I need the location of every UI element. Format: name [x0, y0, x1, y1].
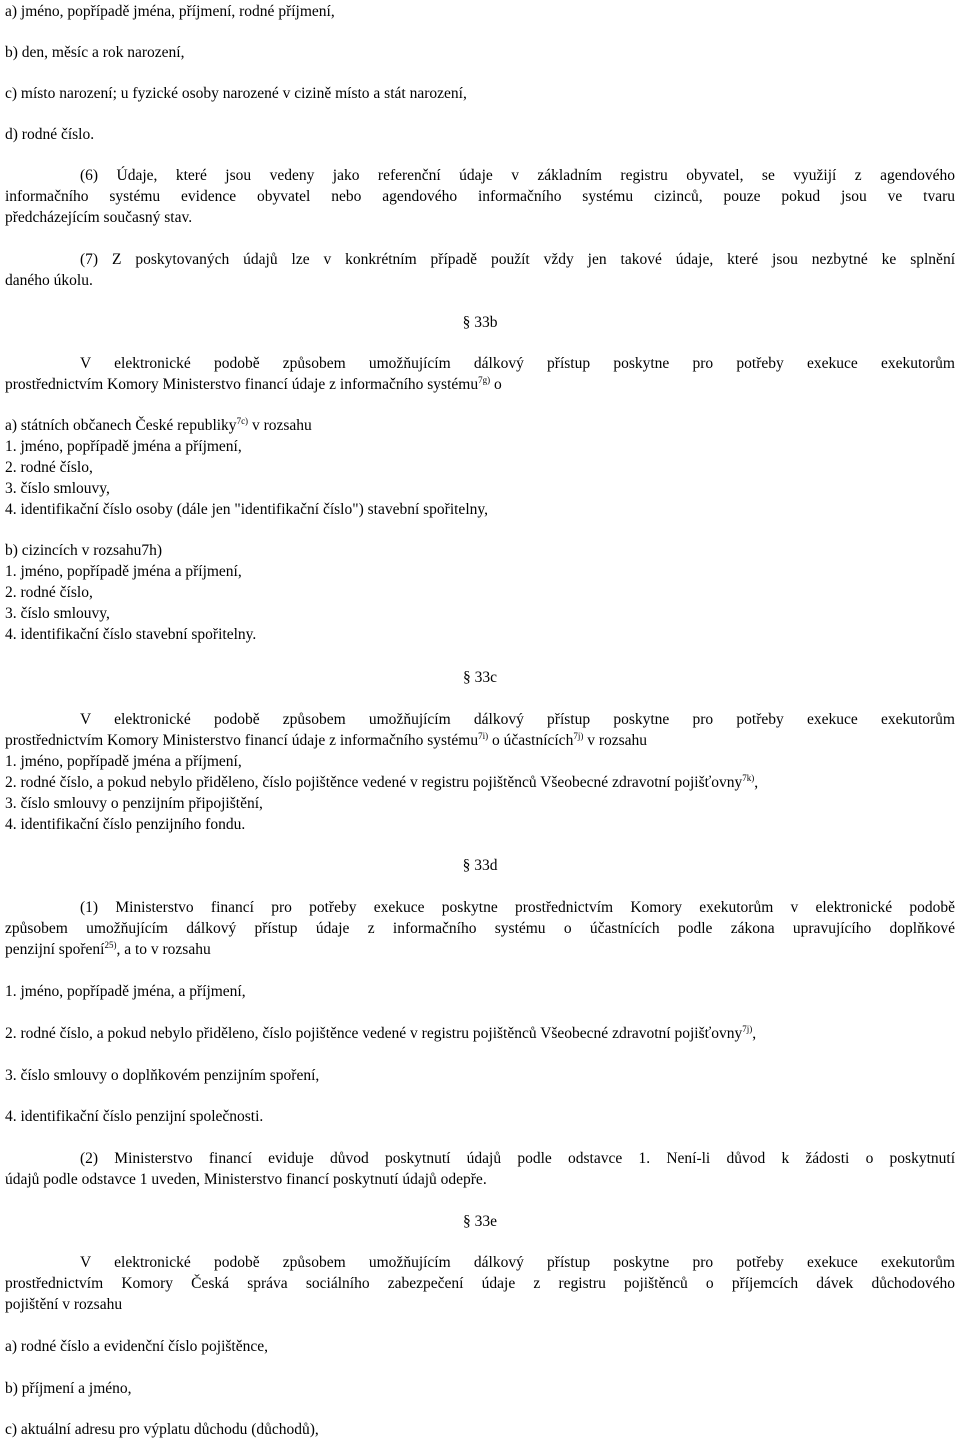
list-item-c: c) místo narození; u fyzické osoby narozené v cizině místo a stát narození,: [5, 85, 467, 102]
section-33b-intro-line-2: prostřednictvím Komory Ministerstvo financí údaje z informačního systému$^{7g)}$ o: [5, 375, 502, 393]
paragraph-6-line-1: (6) Údaje, které jsou vedeny jako referenční údaje v základním registru obyvatel, se využijí z agendového: [80, 167, 955, 184]
section-33d-p2-line-1: (2) Ministerstvo financí eviduje důvod poskytnutí údajů podle odstavce 1. Není-li důvod k žádosti o poskytnutí: [80, 1150, 955, 1167]
section-33c-intro-line-1: V elektronické podobě způsobem umožňujícím dálkový přístup poskytne pro potřeby exekuce exekutorům: [80, 711, 955, 728]
section-33e-item-c: c) aktuální adresu pro výplatu důchodu (důchodů),: [5, 1421, 319, 1438]
section-33b-a-item-4: 4. identifikační číslo osoby (dále jen "identifikační číslo") stavební spořitelny,: [5, 501, 488, 518]
section-33d-p1-line-2: způsobem umožňujícím dálkový přístup údaje z informačního systému o účastnících podle zákona upravujícího doplňkové: [5, 920, 955, 937]
list-item-d: d) rodné číslo.: [5, 126, 95, 143]
section-heading-33e: § 33e: [462, 1213, 497, 1230]
section-heading-33c: § 33c: [462, 669, 497, 686]
section-33b-b-item-2: 2. rodné číslo,: [5, 584, 93, 601]
section-heading-33d: § 33d: [462, 857, 498, 874]
section-33e-item-a: a) rodné číslo a evidenční číslo pojištěnce,: [5, 1338, 268, 1355]
section-33b-a-item-3: 3. číslo smlouvy,: [5, 480, 110, 497]
list-item-a: a) jméno, popřípadě jména, příjmení, rodné příjmení,: [5, 3, 335, 20]
section-33c-item-4: 4. identifikační číslo penzijního fondu.: [5, 816, 246, 833]
section-33e-intro-line-1: V elektronické podobě způsobem umožňujícím dálkový přístup poskytne pro potřeby exekuce exekutorům: [80, 1254, 955, 1271]
section-33c-item-1: 1. jméno, popřípadě jména a příjmení,: [5, 753, 242, 770]
section-33b-b-item-1: 1. jméno, popřípadě jména a příjmení,: [5, 563, 242, 580]
section-33d-p1-line-3: penzijní spoření$^{25)}$, a to v rozsahu: [5, 940, 211, 958]
section-33d-item-3: 3. číslo smlouvy o doplňkovém penzijním spoření,: [5, 1067, 320, 1084]
paragraph-7-line-2: daného úkolu.: [5, 272, 93, 289]
section-33d-p1-line-1: (1) Ministerstvo financí pro potřeby exekuce poskytne prostřednictvím Komory exekutorům v elektronické podobě: [80, 899, 955, 916]
section-33d-item-4: 4. identifikační číslo penzijní společnosti.: [5, 1108, 264, 1125]
section-33b-b-item-4: 4. identifikační číslo stavební spořitelny.: [5, 626, 257, 643]
section-33d-p2-line-2: údajů podle odstavce 1 uveden, Ministerstvo financí poskytnutí údajů odepře.: [5, 1171, 487, 1188]
paragraph-6-line-2: informačního systému evidence obyvatel nebo agendového informačního systému cizinců, pouze pokud jsou ve tvaru: [5, 188, 955, 205]
section-33c-item-3: 3. číslo smlouvy o penzijním připojištění,: [5, 795, 263, 812]
section-33b-a-item-1: 1. jméno, popřípadě jména a příjmení,: [5, 438, 242, 455]
section-33d-item-2: 2. rodné číslo, a pokud nebylo přiděleno, číslo pojištěnce vedené v registru pojištěnců Všeobecné zdravotní pojišťovny$^{7j)}$,: [5, 1024, 757, 1042]
paragraph-6-line-3: předcházejícím současný stav.: [5, 209, 193, 226]
paragraph-7-line-1: (7) Z poskytovaných údajů lze v konkrétním případě použít vždy jen takové údaje, které jsou nezbytné ke splnění: [80, 251, 955, 268]
section-33c-intro-line-2: prostřednictvím Komory Ministerstvo financí údaje z informačního systému$^{7i)}$ o účastnících$^{7j)}$ v rozsahu: [5, 731, 648, 749]
section-33e-intro-line-3: pojištění v rozsahu: [5, 1296, 123, 1313]
section-33e-item-b: b) příjmení a jméno,: [5, 1380, 132, 1397]
list-item-b: b) den, měsíc a rok narození,: [5, 44, 185, 61]
section-33b-item-a: a) státních občanech České republiky$^{7c)}$ v rozsahu: [5, 416, 312, 434]
section-33b-b-item-3: 3. číslo smlouvy,: [5, 605, 110, 622]
section-33e-intro-line-2: prostřednictvím Komory Česká správa sociálního zabezpečení údaje z registru pojištěnců o příjemcích dávek důchodového: [5, 1275, 955, 1292]
section-33b-a-item-2: 2. rodné číslo,: [5, 459, 93, 476]
section-33d-item-1: 1. jméno, popřípadě jména, a příjmení,: [5, 983, 246, 1000]
section-33b-item-b: b) cizincích v rozsahu7h): [5, 542, 163, 559]
section-33b-intro-line-1: V elektronické podobě způsobem umožňujícím dálkový přístup poskytne pro potřeby exekuce exekutorům: [80, 355, 955, 372]
section-33c-item-2: 2. rodné číslo, a pokud nebylo přiděleno, číslo pojištěnce vedené v registru pojištěnců Všeobecné zdravotní pojišťovny$^{7k)}$,: [5, 773, 759, 791]
section-heading-33b: § 33b: [462, 314, 498, 331]
